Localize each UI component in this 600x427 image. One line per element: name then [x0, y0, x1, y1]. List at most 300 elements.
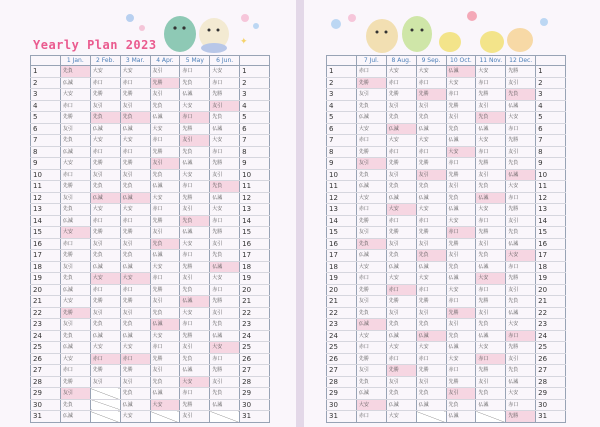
day-cell: 大安 — [60, 227, 90, 239]
month-header: 1 Jan. — [60, 56, 90, 66]
day-number-right: 21 — [536, 296, 566, 308]
day-cell: 赤口 — [180, 66, 210, 78]
day-cell: 大安 — [150, 261, 180, 273]
day-cell: 赤口 — [60, 365, 90, 377]
day-cell: 赤口 — [210, 284, 240, 296]
day-cell: 大安 — [180, 238, 210, 250]
header-corner — [327, 56, 357, 66]
day-cell: 先負 — [180, 77, 210, 89]
day-cell: 大安 — [150, 330, 180, 342]
day-cell: 大安 — [446, 77, 476, 89]
day-number-right: 26 — [240, 353, 270, 365]
day-row — [327, 307, 566, 319]
day-cell: 友引 — [446, 181, 476, 193]
day-cell: 友引 — [210, 100, 240, 112]
day-cell: 大安 — [60, 296, 90, 308]
day-cell: 先勝 — [446, 100, 476, 112]
day-row — [327, 411, 566, 423]
day-cell: 仏滅 — [120, 399, 150, 411]
day-cell — [90, 388, 120, 400]
day-cell: 大安 — [210, 342, 240, 354]
day-row — [327, 284, 566, 296]
day-number-right: 16 — [240, 238, 270, 250]
day-cell: 友引 — [506, 146, 536, 158]
day-cell: 赤口 — [90, 353, 120, 365]
day-number: 24 — [327, 330, 357, 342]
day-row — [327, 192, 566, 204]
left-page — [0, 0, 296, 427]
day-cell: 先勝 — [180, 261, 210, 273]
day-number-right: 14 — [240, 215, 270, 227]
day-cell: 先負 — [506, 365, 536, 377]
day-cell: 先勝 — [446, 307, 476, 319]
day-cell: 仏滅 — [386, 330, 416, 342]
day-cell: 友引 — [506, 353, 536, 365]
day-cell: 仏滅 — [180, 158, 210, 170]
day-cell: 赤口 — [506, 399, 536, 411]
day-cell: 先負 — [120, 388, 150, 400]
day-row — [327, 261, 566, 273]
day-cell: 友引 — [210, 169, 240, 181]
day-cell: 大安 — [476, 342, 506, 354]
day-cell: 友引 — [356, 158, 386, 170]
day-cell: 赤口 — [90, 146, 120, 158]
day-cell: 赤口 — [60, 238, 90, 250]
day-cell: 仏滅 — [210, 192, 240, 204]
day-number: 26 — [327, 353, 357, 365]
day-row — [31, 123, 270, 135]
day-cell: 先勝 — [416, 89, 446, 101]
month-header: 12 Dec. — [506, 56, 536, 66]
day-cell: 仏滅 — [60, 146, 90, 158]
day-cell: 先負 — [446, 330, 476, 342]
day-cell: 赤口 — [476, 353, 506, 365]
day-cell: 先負 — [476, 112, 506, 124]
day-cell: 先負 — [476, 319, 506, 331]
day-cell: 仏滅 — [476, 192, 506, 204]
day-cell: 先勝 — [120, 365, 150, 377]
day-number-right: 23 — [240, 319, 270, 331]
day-number-right: 6 — [240, 123, 270, 135]
header-tail — [536, 56, 566, 66]
day-cell: 赤口 — [210, 77, 240, 89]
day-cell: 大安 — [416, 273, 446, 285]
yearly-calendar-first-half — [30, 55, 270, 423]
day-cell: 大安 — [506, 319, 536, 331]
day-cell — [416, 411, 446, 423]
day-cell: 仏滅 — [120, 330, 150, 342]
day-cell: 先負 — [506, 158, 536, 170]
day-cell: 先負 — [60, 135, 90, 147]
day-number: 31 — [31, 411, 61, 423]
day-cell: 友引 — [120, 169, 150, 181]
day-row — [327, 319, 566, 331]
day-cell: 仏滅 — [90, 261, 120, 273]
day-cell: 先負 — [210, 112, 240, 124]
day-number: 20 — [327, 284, 357, 296]
day-cell: 大安 — [120, 273, 150, 285]
day-number-right: 15 — [240, 227, 270, 239]
day-number-right: 12 — [240, 192, 270, 204]
day-number-right: 9 — [536, 158, 566, 170]
day-cell: 先負 — [386, 112, 416, 124]
day-cell: 友引 — [476, 376, 506, 388]
day-cell: 友引 — [446, 319, 476, 331]
header-tail — [240, 56, 270, 66]
day-cell: 先勝 — [90, 89, 120, 101]
day-number: 22 — [327, 307, 357, 319]
day-cell: 大安 — [120, 135, 150, 147]
day-cell: 先勝 — [120, 158, 150, 170]
day-cell: 先勝 — [506, 342, 536, 354]
day-number: 2 — [31, 77, 61, 89]
day-row — [31, 273, 270, 285]
day-cell: 先勝 — [90, 227, 120, 239]
day-cell: 大安 — [120, 411, 150, 423]
day-cell: 仏滅 — [180, 365, 210, 377]
day-number: 19 — [31, 273, 61, 285]
day-cell: 友引 — [210, 376, 240, 388]
day-number-right: 6 — [536, 123, 566, 135]
day-cell: 赤口 — [386, 284, 416, 296]
day-cell: 先勝 — [476, 227, 506, 239]
day-row — [31, 284, 270, 296]
day-cell: 友引 — [120, 376, 150, 388]
day-cell: 先勝 — [180, 192, 210, 204]
day-cell: 赤口 — [506, 330, 536, 342]
day-cell: 仏滅 — [446, 135, 476, 147]
day-row — [31, 330, 270, 342]
day-cell: 仏滅 — [416, 330, 446, 342]
day-number: 16 — [327, 238, 357, 250]
character-illustration — [322, 4, 562, 56]
day-number: 5 — [327, 112, 357, 124]
day-cell: 赤口 — [356, 66, 386, 78]
day-cell: 先勝 — [446, 169, 476, 181]
day-cell: 先勝 — [416, 158, 446, 170]
day-cell: 友引 — [90, 100, 120, 112]
day-cell: 赤口 — [416, 146, 446, 158]
day-cell: 赤口 — [60, 100, 90, 112]
day-number: 29 — [327, 388, 357, 400]
day-cell: 先勝 — [446, 238, 476, 250]
day-cell — [90, 399, 120, 411]
day-cell: 仏滅 — [386, 192, 416, 204]
day-number: 4 — [31, 100, 61, 112]
day-cell: 友引 — [150, 296, 180, 308]
day-cell: 赤口 — [150, 342, 180, 354]
day-number: 6 — [327, 123, 357, 135]
day-cell: 大安 — [150, 192, 180, 204]
day-row — [31, 146, 270, 158]
day-cell: 赤口 — [180, 319, 210, 331]
day-number-right: 11 — [536, 181, 566, 193]
day-cell: 先負 — [386, 181, 416, 193]
day-cell: 仏滅 — [210, 330, 240, 342]
day-cell: 先勝 — [90, 158, 120, 170]
day-cell: 先負 — [180, 146, 210, 158]
day-cell: 先勝 — [120, 227, 150, 239]
day-cell: 先勝 — [150, 215, 180, 227]
day-cell: 赤口 — [356, 411, 386, 423]
day-number-right: 4 — [536, 100, 566, 112]
day-row — [31, 66, 270, 78]
day-cell: 先勝 — [60, 376, 90, 388]
day-row — [31, 227, 270, 239]
day-number-right: 29 — [536, 388, 566, 400]
day-cell: 仏滅 — [446, 342, 476, 354]
day-number-right: 17 — [240, 250, 270, 262]
day-number: 25 — [327, 342, 357, 354]
day-cell: 先負 — [120, 181, 150, 193]
day-cell: 先勝 — [90, 296, 120, 308]
month-header-row — [31, 56, 270, 66]
day-cell: 友引 — [356, 296, 386, 308]
day-cell: 赤口 — [180, 250, 210, 262]
day-cell: 先負 — [506, 89, 536, 101]
day-row — [31, 376, 270, 388]
day-cell: 先負 — [180, 284, 210, 296]
day-cell: 大安 — [506, 250, 536, 262]
day-cell: 大安 — [180, 100, 210, 112]
day-cell: 大安 — [356, 399, 386, 411]
day-cell: 大安 — [60, 89, 90, 101]
day-cell: 赤口 — [120, 146, 150, 158]
day-cell: 赤口 — [356, 342, 386, 354]
day-cell: 先勝 — [150, 353, 180, 365]
day-cell: 赤口 — [386, 146, 416, 158]
character-illustration — [150, 4, 270, 54]
day-row — [31, 411, 270, 423]
day-number: 6 — [31, 123, 61, 135]
day-cell: 友引 — [90, 376, 120, 388]
day-cell: 先勝 — [386, 227, 416, 239]
day-cell: 大安 — [386, 342, 416, 354]
day-number: 21 — [327, 296, 357, 308]
day-number: 3 — [31, 89, 61, 101]
day-cell: 仏滅 — [506, 376, 536, 388]
month-header-row — [327, 56, 566, 66]
day-number: 17 — [31, 250, 61, 262]
day-cell: 先負 — [446, 192, 476, 204]
day-number-right: 24 — [536, 330, 566, 342]
day-cell: 仏滅 — [150, 181, 180, 193]
day-cell: 友引 — [416, 169, 446, 181]
day-cell — [210, 411, 240, 423]
day-number-right: 12 — [536, 192, 566, 204]
day-cell: 先負 — [416, 388, 446, 400]
day-row — [327, 376, 566, 388]
day-cell: 先負 — [476, 250, 506, 262]
day-cell: 仏滅 — [476, 330, 506, 342]
day-cell: 大安 — [90, 66, 120, 78]
day-cell: 赤口 — [446, 296, 476, 308]
month-header: 6 Jun. — [210, 56, 240, 66]
day-cell: 仏滅 — [476, 399, 506, 411]
day-cell: 仏滅 — [150, 250, 180, 262]
day-cell: 先負 — [90, 319, 120, 331]
day-row — [31, 100, 270, 112]
day-cell: 友引 — [150, 89, 180, 101]
day-cell: 大安 — [210, 66, 240, 78]
day-number: 13 — [31, 204, 61, 216]
day-number-right: 29 — [240, 388, 270, 400]
day-cell: 仏滅 — [120, 192, 150, 204]
day-cell: 仏滅 — [506, 100, 536, 112]
day-number-right: 8 — [536, 146, 566, 158]
day-cell: 大安 — [386, 66, 416, 78]
day-cell: 大安 — [120, 342, 150, 354]
day-cell: 先勝 — [416, 365, 446, 377]
day-number: 28 — [31, 376, 61, 388]
day-row — [327, 181, 566, 193]
day-cell: 友引 — [386, 169, 416, 181]
day-cell: 友引 — [416, 100, 446, 112]
month-header: 9 Sep. — [416, 56, 446, 66]
day-number: 14 — [31, 215, 61, 227]
day-cell: 赤口 — [356, 204, 386, 216]
day-cell: 友引 — [120, 307, 150, 319]
day-cell: 友引 — [180, 273, 210, 285]
day-cell: 先勝 — [506, 273, 536, 285]
day-number-right: 18 — [240, 261, 270, 273]
day-cell: 先負 — [416, 250, 446, 262]
day-cell: 先勝 — [120, 89, 150, 101]
day-number: 7 — [31, 135, 61, 147]
day-cell: 友引 — [150, 365, 180, 377]
day-number-right: 5 — [536, 112, 566, 124]
day-cell: 友引 — [180, 342, 210, 354]
day-row — [327, 77, 566, 89]
day-number-right: 10 — [240, 169, 270, 181]
day-cell: 赤口 — [120, 215, 150, 227]
book-gutter — [296, 0, 304, 427]
day-cell: 赤口 — [356, 135, 386, 147]
day-cell: 先負 — [446, 261, 476, 273]
day-cell: 先勝 — [210, 89, 240, 101]
day-number-right: 7 — [240, 135, 270, 147]
day-number-right: 19 — [240, 273, 270, 285]
day-cell: 仏滅 — [506, 238, 536, 250]
day-cell: 友引 — [120, 238, 150, 250]
day-number-right: 24 — [240, 330, 270, 342]
day-row — [31, 77, 270, 89]
day-cell: 赤口 — [476, 215, 506, 227]
day-number-right: 23 — [536, 319, 566, 331]
day-number-right: 15 — [536, 227, 566, 239]
day-cell: 先負 — [60, 399, 90, 411]
day-number: 5 — [31, 112, 61, 124]
day-number-right: 13 — [536, 204, 566, 216]
day-number-right: 21 — [240, 296, 270, 308]
day-cell: 仏滅 — [180, 227, 210, 239]
day-cell: 先負 — [60, 273, 90, 285]
day-cell: 仏滅 — [506, 307, 536, 319]
day-cell: 大安 — [150, 123, 180, 135]
day-cell: 先勝 — [180, 399, 210, 411]
day-cell: 赤口 — [150, 273, 180, 285]
day-number: 10 — [31, 169, 61, 181]
day-cell: 先負 — [210, 319, 240, 331]
day-cell: 仏滅 — [120, 261, 150, 273]
day-cell: 仏滅 — [180, 296, 210, 308]
day-number-right: 16 — [536, 238, 566, 250]
day-cell: 友引 — [506, 284, 536, 296]
day-cell: 先負 — [90, 181, 120, 193]
day-row — [31, 89, 270, 101]
day-cell: 先勝 — [386, 89, 416, 101]
day-cell: 仏滅 — [356, 388, 386, 400]
day-row — [327, 112, 566, 124]
day-cell: 大安 — [506, 112, 536, 124]
flower-decoration — [120, 8, 150, 38]
day-number: 12 — [327, 192, 357, 204]
day-cell: 先勝 — [356, 353, 386, 365]
day-cell: 友引 — [506, 77, 536, 89]
day-number: 28 — [327, 376, 357, 388]
day-cell: 仏滅 — [386, 399, 416, 411]
day-cell: 先勝 — [506, 135, 536, 147]
day-cell: 大安 — [416, 135, 446, 147]
day-cell: 先負 — [60, 330, 90, 342]
day-row — [31, 250, 270, 262]
day-cell: 大安 — [120, 204, 150, 216]
day-cell: 仏滅 — [210, 261, 240, 273]
day-number: 3 — [327, 89, 357, 101]
day-cell: 大安 — [180, 169, 210, 181]
day-cell: 先勝 — [476, 89, 506, 101]
day-cell: 赤口 — [386, 77, 416, 89]
day-cell: 先勝 — [120, 296, 150, 308]
day-cell: 先勝 — [506, 66, 536, 78]
day-row — [327, 135, 566, 147]
day-row — [327, 227, 566, 239]
day-cell: 赤口 — [476, 146, 506, 158]
day-cell: 先勝 — [476, 365, 506, 377]
day-number: 11 — [327, 181, 357, 193]
day-cell: 仏滅 — [416, 261, 446, 273]
day-cell: 大安 — [416, 66, 446, 78]
day-cell: 友引 — [356, 227, 386, 239]
day-cell: 赤口 — [210, 146, 240, 158]
day-cell: 先負 — [210, 388, 240, 400]
day-number-right: 10 — [536, 169, 566, 181]
day-cell: 赤口 — [506, 261, 536, 273]
day-number-right: 31 — [536, 411, 566, 423]
day-cell: 仏滅 — [356, 181, 386, 193]
day-cell: 大安 — [476, 204, 506, 216]
day-cell: 先負 — [446, 399, 476, 411]
day-cell: 先勝 — [386, 296, 416, 308]
day-cell: 大安 — [356, 261, 386, 273]
month-header: 7 Jul. — [356, 56, 386, 66]
day-cell: 先負 — [506, 296, 536, 308]
day-cell: 仏滅 — [60, 284, 90, 296]
day-cell: 仏滅 — [60, 411, 90, 423]
day-row — [327, 399, 566, 411]
day-cell: 赤口 — [386, 353, 416, 365]
day-cell: 大安 — [506, 181, 536, 193]
day-cell: 大安 — [150, 399, 180, 411]
day-cell: 先負 — [386, 319, 416, 331]
day-row — [327, 342, 566, 354]
day-cell: 赤口 — [180, 388, 210, 400]
day-cell: 友引 — [446, 250, 476, 262]
day-row — [31, 181, 270, 193]
day-cell: 先負 — [356, 238, 386, 250]
day-number-right: 7 — [536, 135, 566, 147]
day-cell: 大安 — [446, 215, 476, 227]
